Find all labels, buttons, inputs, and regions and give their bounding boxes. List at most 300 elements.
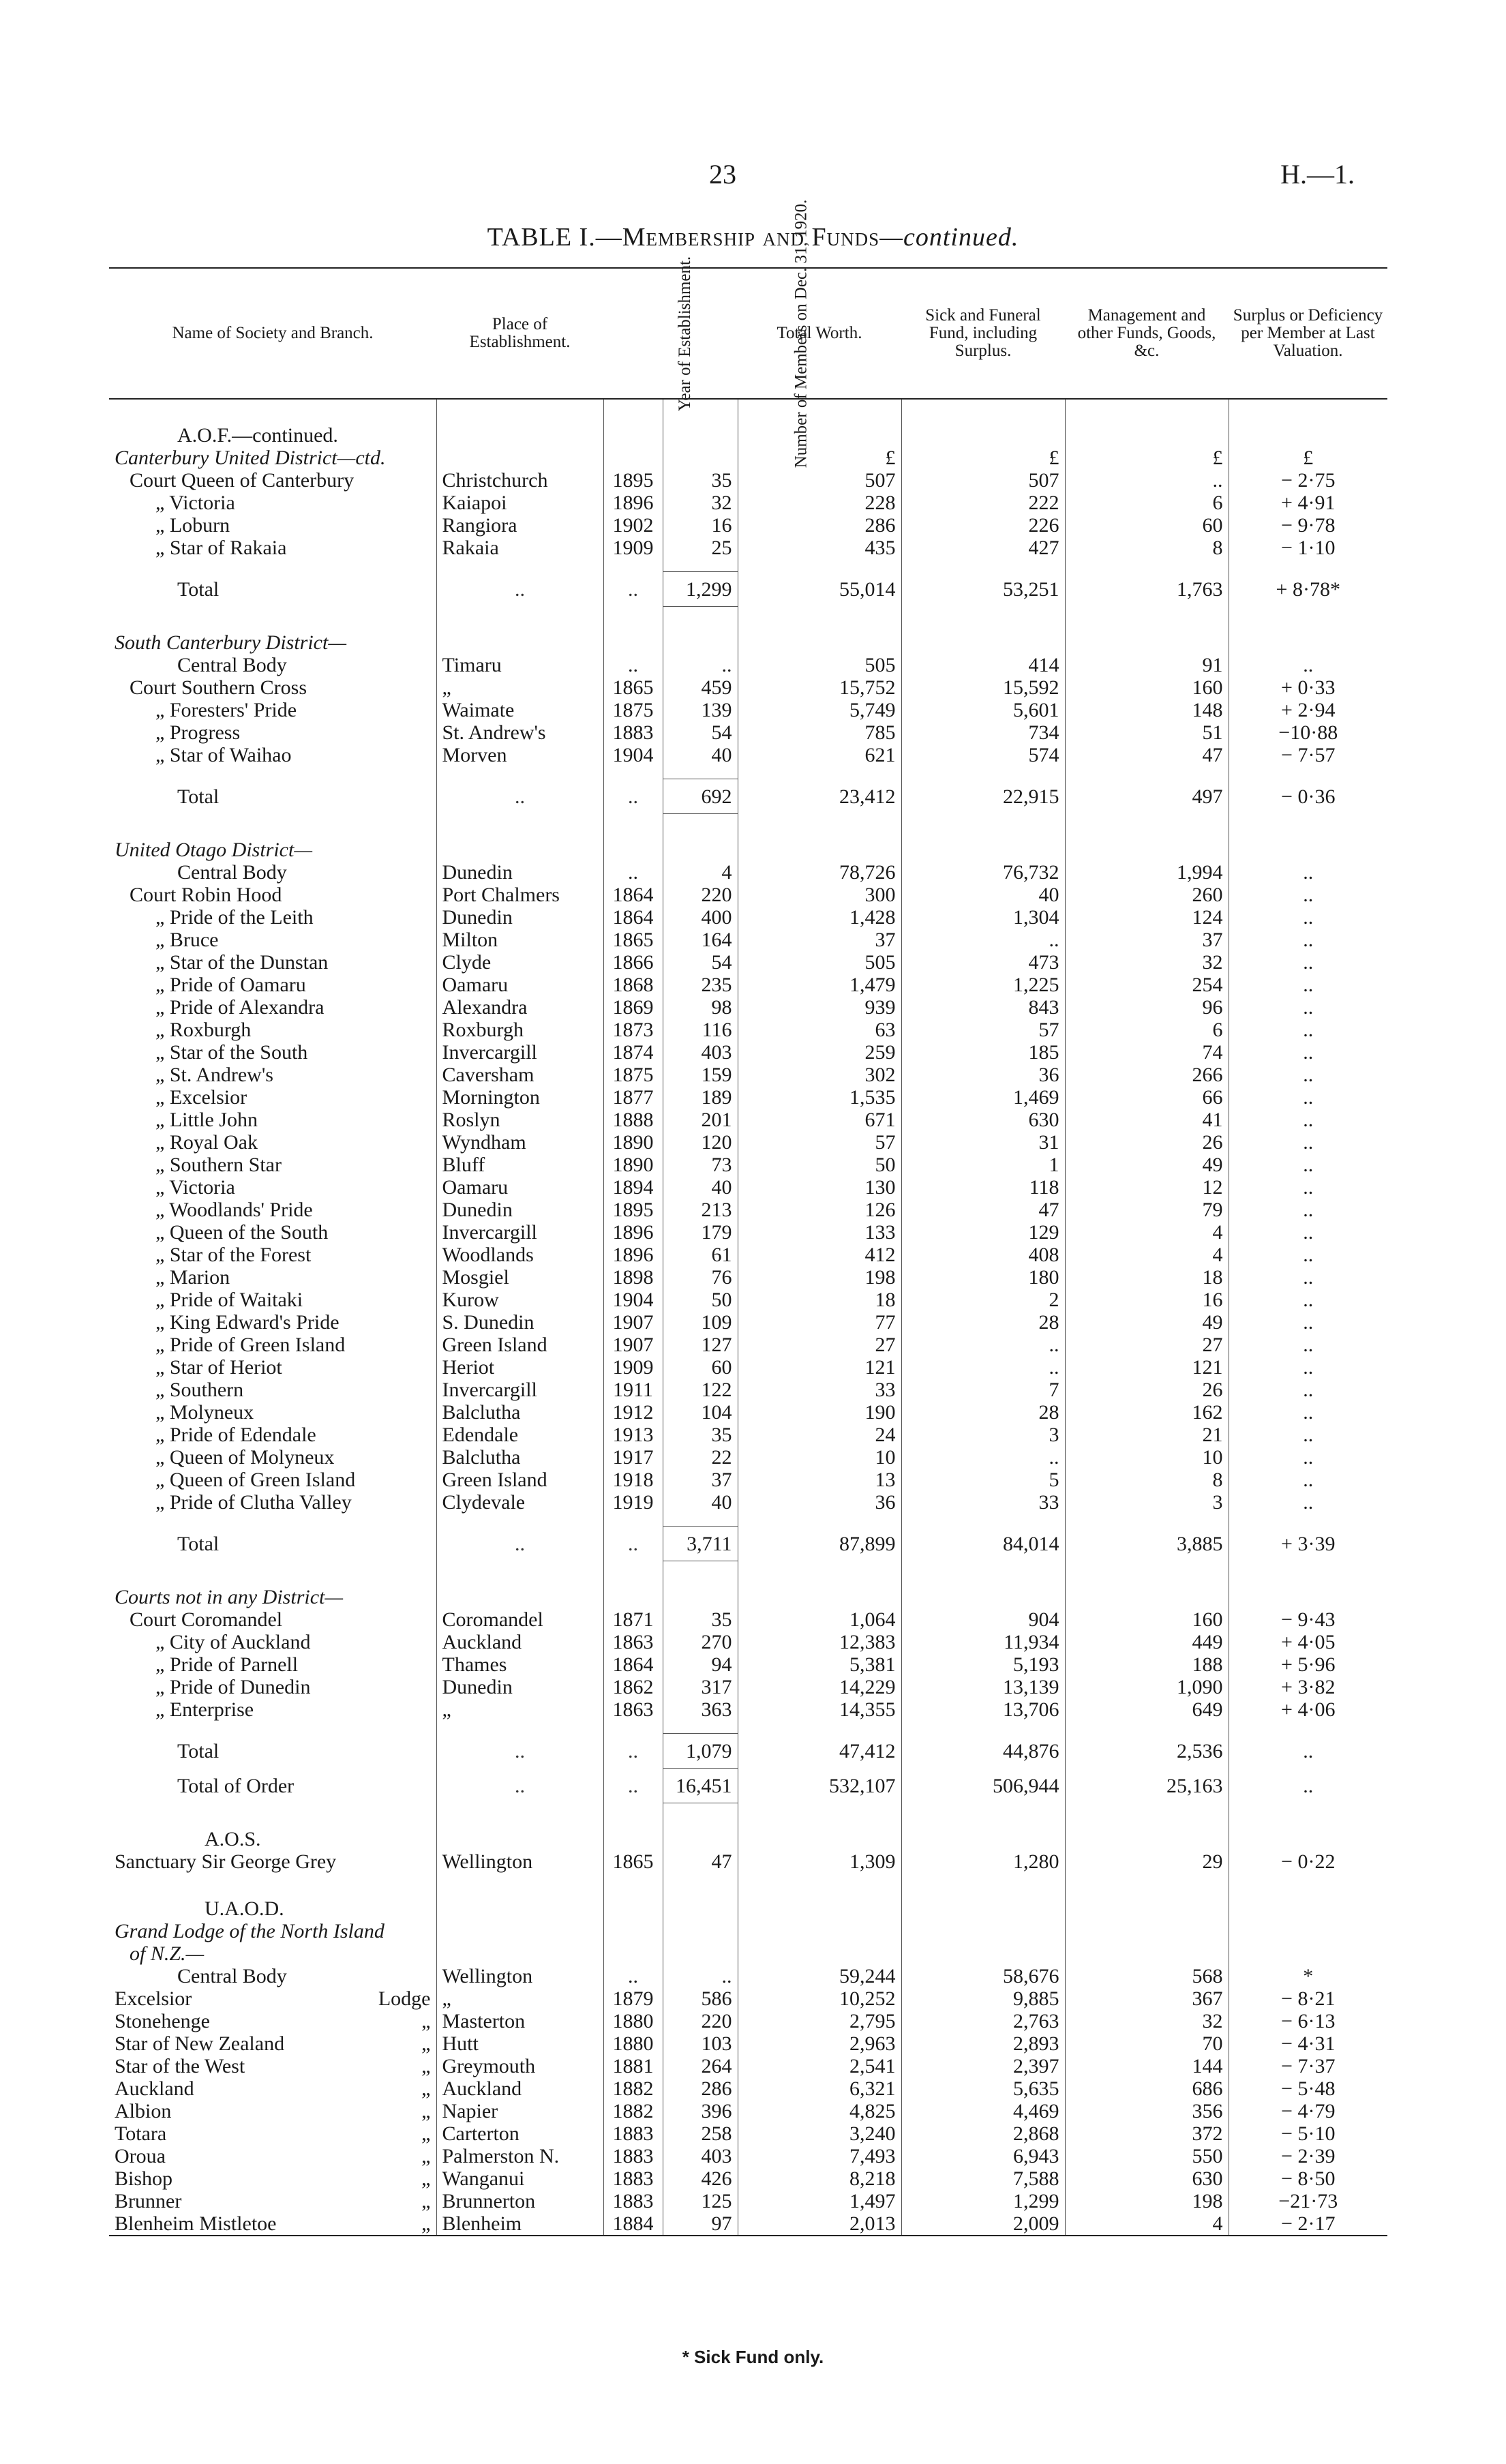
total-management: 3,885 bbox=[1065, 1527, 1229, 1561]
year-of-establishment: 1865 bbox=[603, 676, 663, 699]
branch-name-text: „ Progress bbox=[155, 721, 241, 744]
total-members: 16,451 bbox=[663, 1769, 738, 1803]
place-of-establishment: Balclutha bbox=[436, 1401, 603, 1424]
branch-name-text: Excelsior bbox=[115, 1987, 192, 2010]
management-funds: 49 bbox=[1065, 1154, 1229, 1176]
total-worth: 121 bbox=[738, 1356, 901, 1379]
place-of-establishment: Wellington bbox=[436, 1965, 603, 1987]
table-row bbox=[109, 1608, 1387, 1631]
year-of-establishment: 1896 bbox=[603, 492, 663, 514]
place-of-establishment: S. Dunedin bbox=[436, 1311, 603, 1334]
branch-name-text: „ Foresters' Pride bbox=[155, 699, 297, 721]
document-reference: H.—1. bbox=[1280, 159, 1355, 190]
place-of-establishment: Balclutha bbox=[436, 1446, 603, 1469]
surplus-deficiency: − 9·78 bbox=[1229, 514, 1387, 537]
branch-name-text: Central Body bbox=[177, 861, 287, 884]
branch-name-text: Court Coromandel bbox=[130, 1608, 283, 1631]
table-row bbox=[109, 1631, 1387, 1653]
title-main: Membership and Funds bbox=[622, 223, 880, 252]
management-funds: 649 bbox=[1065, 1698, 1229, 1721]
surplus-deficiency: − 5·10 bbox=[1229, 2122, 1387, 2145]
management-funds: 47 bbox=[1065, 744, 1229, 766]
section-heading bbox=[109, 424, 436, 447]
table-row bbox=[109, 492, 1387, 514]
total-worth: 4,825 bbox=[738, 2100, 901, 2122]
total-worth: 50 bbox=[738, 1154, 901, 1176]
total-worth: 1,428 bbox=[738, 906, 901, 929]
branch-name bbox=[109, 1244, 436, 1266]
lodge-kind: „ bbox=[421, 2212, 431, 2235]
year-of-establishment: 1896 bbox=[603, 1244, 663, 1266]
branch-name-text: „ Pride of Parnell bbox=[155, 1653, 299, 1676]
total-worth: 13 bbox=[738, 1469, 901, 1491]
branch-name bbox=[109, 1608, 436, 1631]
sick-funeral-fund: 1,304 bbox=[901, 906, 1065, 929]
surplus-deficiency: .. bbox=[1229, 996, 1387, 1019]
management-funds: 8 bbox=[1065, 1469, 1229, 1491]
table-row bbox=[109, 2212, 1387, 2236]
empty-cell bbox=[738, 1828, 901, 1850]
branch-name bbox=[109, 1653, 436, 1676]
place-of-establishment: Green Island bbox=[436, 1334, 603, 1356]
year-of-establishment: 1883 bbox=[603, 721, 663, 744]
total-members: 692 bbox=[663, 779, 738, 814]
year-of-establishment: 1866 bbox=[603, 951, 663, 974]
empty-dots: .. bbox=[603, 1769, 663, 1803]
table-row bbox=[109, 1019, 1387, 1041]
table-row bbox=[109, 1221, 1387, 1244]
management-funds: 356 bbox=[1065, 2100, 1229, 2122]
branch-name-text: „ Southern Star bbox=[155, 1154, 282, 1176]
member-count: 164 bbox=[663, 929, 738, 951]
sick-funeral-fund: 222 bbox=[901, 492, 1065, 514]
empty-cell bbox=[436, 631, 603, 654]
year-of-establishment: 1888 bbox=[603, 1109, 663, 1131]
place-of-establishment: Brunnerton bbox=[436, 2190, 603, 2212]
member-count: 120 bbox=[663, 1131, 738, 1154]
table-row bbox=[109, 1041, 1387, 1064]
sick-funeral-fund: 13,706 bbox=[901, 1698, 1065, 1721]
total-worth: 14,355 bbox=[738, 1698, 901, 1721]
management-funds: 144 bbox=[1065, 2055, 1229, 2077]
surplus-deficiency: .. bbox=[1229, 951, 1387, 974]
year-of-establishment: 1913 bbox=[603, 1424, 663, 1446]
place-of-establishment: Dunedin bbox=[436, 861, 603, 884]
section-heading: South Canterbury District— bbox=[115, 631, 347, 654]
total-worth: 532,107 bbox=[738, 1769, 901, 1803]
total-worth: 57 bbox=[738, 1131, 901, 1154]
empty-cell bbox=[1065, 839, 1229, 861]
branch-name-text: „ St. Andrew's bbox=[155, 1064, 273, 1086]
surplus-deficiency: .. bbox=[1229, 1446, 1387, 1469]
total-members: 1,079 bbox=[663, 1734, 738, 1769]
column-header-row bbox=[109, 268, 1387, 399]
spacer-row bbox=[109, 814, 1387, 839]
empty-cell bbox=[603, 839, 663, 861]
year-of-establishment: 1868 bbox=[603, 974, 663, 996]
branch-name-text: „ Bruce bbox=[155, 929, 219, 951]
management-funds: 26 bbox=[1065, 1379, 1229, 1401]
surplus-deficiency: − 2·17 bbox=[1229, 2212, 1387, 2236]
section-heading: A.O.S. bbox=[205, 1828, 261, 1850]
sick-funeral-fund: 31 bbox=[901, 1131, 1065, 1154]
empty-cell bbox=[738, 1586, 901, 1608]
empty-cell bbox=[738, 1897, 901, 1920]
total-worth: 507 bbox=[738, 469, 901, 492]
empty-cell bbox=[1229, 1828, 1387, 1850]
member-count: 35 bbox=[663, 469, 738, 492]
surplus-deficiency: .. bbox=[1229, 1379, 1387, 1401]
total-label: Total bbox=[177, 1532, 220, 1555]
total-worth: 435 bbox=[738, 537, 901, 559]
empty-cell bbox=[603, 1942, 663, 1965]
sick-funeral-fund: 5,601 bbox=[901, 699, 1065, 721]
empty-cell bbox=[663, 631, 738, 654]
total-surplus: .. bbox=[1229, 1734, 1387, 1769]
member-count: 76 bbox=[663, 1266, 738, 1289]
branch-name bbox=[109, 744, 436, 766]
branch-name-text: Star of New Zealand bbox=[115, 2032, 285, 2055]
year-of-establishment: 1918 bbox=[603, 1469, 663, 1491]
branch-name bbox=[109, 1356, 436, 1379]
branch-name-text: Brunner bbox=[115, 2190, 182, 2212]
total-worth: 12,383 bbox=[738, 1631, 901, 1653]
member-count: 40 bbox=[663, 1491, 738, 1514]
place-of-establishment: Dunedin bbox=[436, 1676, 603, 1698]
place-of-establishment: Auckland bbox=[436, 2077, 603, 2100]
year-of-establishment: 1877 bbox=[603, 1086, 663, 1109]
branch-name-text: „ Pride of Oamaru bbox=[155, 974, 306, 996]
member-count: 125 bbox=[663, 2190, 738, 2212]
total-worth: 1,479 bbox=[738, 974, 901, 996]
total-members: 1,299 bbox=[663, 572, 738, 607]
sick-funeral-fund: 47 bbox=[901, 1199, 1065, 1221]
surplus-deficiency: .. bbox=[1229, 884, 1387, 906]
sick-funeral-fund: 7 bbox=[901, 1379, 1065, 1401]
empty-cell bbox=[436, 1920, 603, 1942]
table-row bbox=[109, 2055, 1387, 2077]
member-count: 189 bbox=[663, 1086, 738, 1109]
branch-name bbox=[109, 2100, 436, 2122]
surplus-deficiency: .. bbox=[1229, 1199, 1387, 1221]
sick-funeral-fund: 3 bbox=[901, 1424, 1065, 1446]
branch-name-text: „ Pride of Green Island bbox=[155, 1334, 346, 1356]
surplus-deficiency: .. bbox=[1229, 1041, 1387, 1064]
surplus-deficiency: − 1·10 bbox=[1229, 537, 1387, 559]
branch-name-text: „ Pride of Clutha Valley bbox=[155, 1491, 352, 1514]
sick-funeral-fund: 7,588 bbox=[901, 2167, 1065, 2190]
branch-name-text: „ Marion bbox=[155, 1266, 230, 1289]
surplus-deficiency: − 8·21 bbox=[1229, 1987, 1387, 2010]
place-of-establishment: Timaru bbox=[436, 654, 603, 676]
empty-dots: .. bbox=[436, 1527, 603, 1561]
total-sick-fund: 84,014 bbox=[901, 1527, 1065, 1561]
col-header-sick: Sick and Funeral Fund, including Surplus. bbox=[925, 306, 1041, 360]
member-count: 35 bbox=[663, 1424, 738, 1446]
place-of-establishment: Christchurch bbox=[436, 469, 603, 492]
management-funds: 266 bbox=[1065, 1064, 1229, 1086]
member-count: 61 bbox=[663, 1244, 738, 1266]
total-label: Total bbox=[177, 1739, 220, 1762]
management-funds: 3 bbox=[1065, 1491, 1229, 1514]
empty-cell bbox=[738, 1942, 901, 1965]
empty-cell bbox=[1065, 1897, 1229, 1920]
branch-name bbox=[109, 2167, 436, 2190]
table-row bbox=[109, 1491, 1387, 1514]
management-funds: 70 bbox=[1065, 2032, 1229, 2055]
management-funds: 49 bbox=[1065, 1311, 1229, 1334]
branch-name bbox=[109, 1266, 436, 1289]
surplus-deficiency: .. bbox=[1229, 1401, 1387, 1424]
management-funds: 16 bbox=[1065, 1289, 1229, 1311]
year-of-establishment: 1862 bbox=[603, 1676, 663, 1698]
surplus-deficiency: .. bbox=[1229, 1244, 1387, 1266]
surplus-deficiency: − 4·79 bbox=[1229, 2100, 1387, 2122]
total-management: 497 bbox=[1065, 779, 1229, 814]
sick-funeral-fund: .. bbox=[901, 1446, 1065, 1469]
total-worth: 621 bbox=[738, 744, 901, 766]
table-row bbox=[109, 1334, 1387, 1356]
management-funds: 449 bbox=[1065, 1631, 1229, 1653]
surplus-deficiency: − 2·39 bbox=[1229, 2145, 1387, 2167]
surplus-deficiency: .. bbox=[1229, 1289, 1387, 1311]
total-row bbox=[109, 779, 1387, 814]
total-worth: 10 bbox=[738, 1446, 901, 1469]
year-of-establishment: 1871 bbox=[603, 1608, 663, 1631]
empty-cell bbox=[603, 1920, 663, 1942]
management-funds: 686 bbox=[1065, 2077, 1229, 2100]
table-row bbox=[109, 1289, 1387, 1311]
empty-cell bbox=[1065, 1920, 1229, 1942]
branch-name-text: „ Molyneux bbox=[155, 1401, 254, 1424]
table-row bbox=[109, 1109, 1387, 1131]
spacer-row bbox=[109, 607, 1387, 632]
table-row bbox=[109, 2167, 1387, 2190]
member-count: 104 bbox=[663, 1401, 738, 1424]
table-row bbox=[109, 676, 1387, 699]
year-of-establishment: 1912 bbox=[603, 1401, 663, 1424]
sick-funeral-fund: 2 bbox=[901, 1289, 1065, 1311]
member-count: 122 bbox=[663, 1379, 738, 1401]
total-sick-fund: 506,944 bbox=[901, 1769, 1065, 1803]
year-of-establishment: 1882 bbox=[603, 2100, 663, 2122]
empty-cell bbox=[1229, 631, 1387, 654]
total-worth: 671 bbox=[738, 1109, 901, 1131]
empty-cell bbox=[663, 839, 738, 861]
total-worth: 190 bbox=[738, 1401, 901, 1424]
year-of-establishment: 1874 bbox=[603, 1041, 663, 1064]
total-label: Total bbox=[177, 577, 220, 601]
total-worth: 1,497 bbox=[738, 2190, 901, 2212]
empty-cell bbox=[603, 1586, 663, 1608]
total-worth: 1,064 bbox=[738, 1608, 901, 1631]
sick-funeral-fund: 180 bbox=[901, 1266, 1065, 1289]
district-heading: Canterbury United District—ctd. bbox=[115, 447, 386, 469]
sick-funeral-fund: 9,885 bbox=[901, 1987, 1065, 2010]
total-worth: 126 bbox=[738, 1199, 901, 1221]
branch-name-text: Oroua bbox=[115, 2145, 166, 2167]
empty-cell bbox=[738, 631, 901, 654]
management-funds: 198 bbox=[1065, 2190, 1229, 2212]
branch-name bbox=[109, 1446, 436, 1469]
total-worth: 10,252 bbox=[738, 1987, 901, 2010]
branch-name-text: „ Star of the South bbox=[155, 1041, 308, 1064]
total-worth: 1,535 bbox=[738, 1086, 901, 1109]
member-count: 4 bbox=[663, 861, 738, 884]
sick-funeral-fund: 630 bbox=[901, 1109, 1065, 1131]
table-row bbox=[109, 974, 1387, 996]
place-of-establishment: Rakaia bbox=[436, 537, 603, 559]
member-count: 127 bbox=[663, 1334, 738, 1356]
management-funds: 4 bbox=[1065, 1221, 1229, 1244]
total-worth: 198 bbox=[738, 1266, 901, 1289]
management-funds: 29 bbox=[1065, 1850, 1229, 1873]
total-row bbox=[109, 1769, 1387, 1803]
table-row bbox=[109, 1469, 1387, 1491]
total-worth: 1,309 bbox=[738, 1850, 901, 1873]
total-worth: 302 bbox=[738, 1064, 901, 1086]
branch-name bbox=[109, 1334, 436, 1356]
member-count: 179 bbox=[663, 1221, 738, 1244]
total-worth: 78,726 bbox=[738, 861, 901, 884]
empty-cell bbox=[901, 631, 1065, 654]
total-worth: 130 bbox=[738, 1176, 901, 1199]
branch-name bbox=[109, 1379, 436, 1401]
sick-funeral-fund: 507 bbox=[901, 469, 1065, 492]
sick-funeral-fund: 1,299 bbox=[901, 2190, 1065, 2212]
table-row bbox=[109, 1244, 1387, 1266]
spacer-row bbox=[109, 766, 1387, 779]
place-of-establishment: Invercargill bbox=[436, 1041, 603, 1064]
member-count: 94 bbox=[663, 1653, 738, 1676]
year-of-establishment: 1907 bbox=[603, 1311, 663, 1334]
col-header-worth: Total Worth. bbox=[777, 324, 862, 342]
branch-name bbox=[109, 1176, 436, 1199]
place-of-establishment: Thames bbox=[436, 1653, 603, 1676]
empty-cell bbox=[738, 839, 901, 861]
year-of-establishment: 1875 bbox=[603, 1064, 663, 1086]
sick-funeral-fund: 1,225 bbox=[901, 974, 1065, 996]
table-row bbox=[109, 1356, 1387, 1379]
branch-name bbox=[109, 1019, 436, 1041]
spacer-row bbox=[109, 1514, 1387, 1527]
year-of-establishment: 1907 bbox=[603, 1334, 663, 1356]
table-row bbox=[109, 2032, 1387, 2055]
empty-cell bbox=[663, 1897, 738, 1920]
lodge-kind: „ bbox=[421, 2122, 431, 2145]
branch-name-text: „ Loburn bbox=[155, 514, 230, 537]
branch-name bbox=[109, 1401, 436, 1424]
table-row bbox=[109, 1176, 1387, 1199]
surplus-deficiency: + 4·06 bbox=[1229, 1698, 1387, 1721]
empty-cell bbox=[603, 1897, 663, 1920]
surplus-deficiency: − 7·37 bbox=[1229, 2055, 1387, 2077]
place-of-establishment: Green Island bbox=[436, 1469, 603, 1491]
total-worth: 33 bbox=[738, 1379, 901, 1401]
surplus-deficiency: −10·88 bbox=[1229, 721, 1387, 744]
surplus-deficiency: .. bbox=[1229, 974, 1387, 996]
place-of-establishment: Mosgiel bbox=[436, 1266, 603, 1289]
table-row bbox=[109, 537, 1387, 559]
place-of-establishment: Greymouth bbox=[436, 2055, 603, 2077]
empty-dots: .. bbox=[436, 1769, 603, 1803]
surplus-deficiency: + 3·82 bbox=[1229, 1676, 1387, 1698]
year-of-establishment: 1895 bbox=[603, 469, 663, 492]
total-worth: 3,240 bbox=[738, 2122, 901, 2145]
management-funds: 8 bbox=[1065, 537, 1229, 559]
year-of-establishment: 1863 bbox=[603, 1698, 663, 1721]
place-of-establishment: Port Chalmers bbox=[436, 884, 603, 906]
branch-name bbox=[109, 492, 436, 514]
footnote: * Sick Fund only. bbox=[682, 2347, 824, 2367]
empty-dots: .. bbox=[436, 572, 603, 607]
branch-name bbox=[109, 537, 436, 559]
member-count: 54 bbox=[663, 721, 738, 744]
management-funds: .. bbox=[1065, 469, 1229, 492]
sick-funeral-fund: 734 bbox=[901, 721, 1065, 744]
year-of-establishment: 1863 bbox=[603, 1631, 663, 1653]
member-count: 403 bbox=[663, 1041, 738, 1064]
spacer-row bbox=[109, 1721, 1387, 1734]
place-of-establishment: Clydevale bbox=[436, 1491, 603, 1514]
lodge-kind: „ bbox=[421, 2190, 431, 2212]
table-row bbox=[109, 514, 1387, 537]
place-of-establishment: Wellington bbox=[436, 1850, 603, 1873]
sick-funeral-fund: 15,592 bbox=[901, 676, 1065, 699]
table-row bbox=[109, 1401, 1387, 1424]
member-count: 258 bbox=[663, 2122, 738, 2145]
branch-name-text: „ City of Auckland bbox=[155, 1631, 311, 1653]
branch-name-text: Auckland bbox=[115, 2077, 194, 2100]
empty-dots: .. bbox=[436, 1734, 603, 1769]
management-funds: 630 bbox=[1065, 2167, 1229, 2190]
branch-name-text: „ Star of the Forest bbox=[155, 1244, 312, 1266]
lodge-kind: „ bbox=[421, 2077, 431, 2100]
management-funds: 550 bbox=[1065, 2145, 1229, 2167]
table-row bbox=[109, 1086, 1387, 1109]
management-funds: 66 bbox=[1065, 1086, 1229, 1109]
table-row bbox=[109, 1424, 1387, 1446]
management-funds: 260 bbox=[1065, 884, 1229, 906]
year-of-establishment: 1869 bbox=[603, 996, 663, 1019]
year-of-establishment: 1890 bbox=[603, 1131, 663, 1154]
surplus-deficiency: .. bbox=[1229, 1086, 1387, 1109]
sick-funeral-fund: 2,763 bbox=[901, 2010, 1065, 2032]
total-surplus: + 3·39 bbox=[1229, 1527, 1387, 1561]
surplus-deficiency: − 4·31 bbox=[1229, 2032, 1387, 2055]
surplus-deficiency: .. bbox=[1229, 906, 1387, 929]
member-count: 54 bbox=[663, 951, 738, 974]
management-funds: 6 bbox=[1065, 492, 1229, 514]
year-of-establishment: 1898 bbox=[603, 1266, 663, 1289]
surplus-deficiency: − 2·75 bbox=[1229, 469, 1387, 492]
place-of-establishment: Dunedin bbox=[436, 1199, 603, 1221]
surplus-deficiency: + 2·94 bbox=[1229, 699, 1387, 721]
table-row bbox=[109, 884, 1387, 906]
place-of-establishment: Waimate bbox=[436, 699, 603, 721]
total-worth: 228 bbox=[738, 492, 901, 514]
management-funds: 254 bbox=[1065, 974, 1229, 996]
branch-name bbox=[109, 1086, 436, 1109]
table-row bbox=[109, 744, 1387, 766]
sick-funeral-fund: 6,943 bbox=[901, 2145, 1065, 2167]
empty-dots: .. bbox=[603, 1527, 663, 1561]
empty-cell bbox=[901, 1897, 1065, 1920]
surplus-deficiency: .. bbox=[1229, 1356, 1387, 1379]
sick-funeral-fund: 408 bbox=[901, 1244, 1065, 1266]
table-row bbox=[109, 1850, 1387, 1873]
member-count: 98 bbox=[663, 996, 738, 1019]
